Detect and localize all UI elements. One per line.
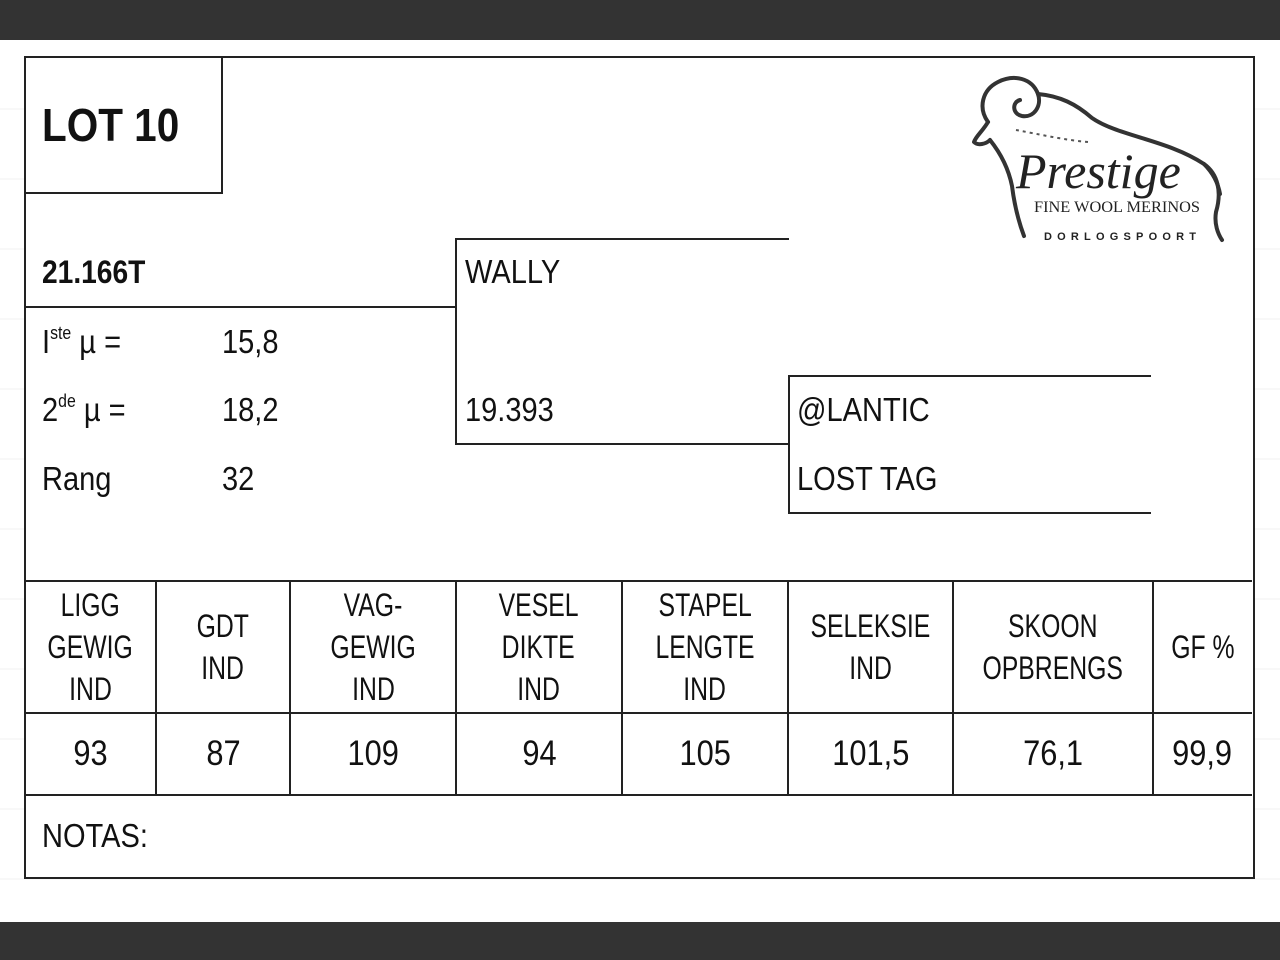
second-micron-value: 18,2 xyxy=(222,391,279,428)
header-gdt-ind: GDT IND xyxy=(196,608,250,686)
grandsire-bracket-top xyxy=(788,375,1151,377)
grandsire-bracket-bottom xyxy=(788,512,1151,514)
lot-box-bottom-border xyxy=(25,192,223,194)
bottom-frame-bar xyxy=(0,922,1280,960)
value-skoon-opbrengs: 76,1 xyxy=(1023,734,1083,773)
value-vesel-dikte-ind: 94 xyxy=(521,734,557,773)
rank-label: Rang xyxy=(42,460,112,497)
animal-tag: 21.166T xyxy=(42,254,146,290)
rank-value: 32 xyxy=(222,460,255,497)
grandsire-bracket-side xyxy=(788,375,790,514)
sire-bracket-bottom xyxy=(455,443,789,445)
header-seleksie-ind: SELEKSIE IND xyxy=(810,608,931,686)
value-seleksie-ind: 101,5 xyxy=(831,734,910,773)
logo-brand: Prestige xyxy=(1016,143,1181,199)
header-gf-percent: GF % xyxy=(1170,629,1235,665)
header-vag-gewig-ind: VAG- GEWIG IND xyxy=(330,587,416,707)
sire-bracket-top xyxy=(455,238,789,240)
value-vag-gewig-ind: 109 xyxy=(347,734,399,773)
value-stapel-lengte-ind: 105 xyxy=(679,734,731,773)
value-ligg-gewig-ind: 93 xyxy=(72,734,108,773)
first-micron-value: 15,8 xyxy=(222,323,279,360)
sire-number: 19.393 xyxy=(465,391,554,428)
sire-bracket-side xyxy=(455,238,457,445)
logo-tagline: FINE WOOL MERINOS xyxy=(1034,199,1200,216)
header-skoon-opbrengs: SKOON OPBRENGS xyxy=(982,608,1124,686)
header-ligg-gewig-ind: LIGG GEWIG IND xyxy=(47,587,133,707)
lot-box-right-border xyxy=(221,57,223,193)
lot-number: LOT 10 xyxy=(42,99,180,151)
logo-location: DORLOGSPOORT xyxy=(1044,231,1196,243)
tag-underline xyxy=(25,306,456,308)
grandsire-name: @LANTIC xyxy=(797,391,930,428)
ram-icon xyxy=(968,70,1230,246)
top-frame-bar xyxy=(0,0,1280,40)
second-micron-label: 2de µ = xyxy=(42,391,126,428)
grandsire-note: LOST TAG xyxy=(797,460,938,497)
notes-label: NOTAS: xyxy=(42,817,148,854)
value-gdt-ind: 87 xyxy=(205,734,241,773)
sire-name: WALLY xyxy=(465,253,561,290)
table-bottom-border xyxy=(25,794,1252,796)
header-vesel-dikte-ind: VESEL DIKTE IND xyxy=(499,587,579,707)
header-stapel-lengte-ind: STAPEL LENGTE IND xyxy=(655,587,755,707)
first-micron-label: Iste µ = xyxy=(42,323,122,360)
value-gf-percent: 99,9 xyxy=(1172,734,1233,773)
